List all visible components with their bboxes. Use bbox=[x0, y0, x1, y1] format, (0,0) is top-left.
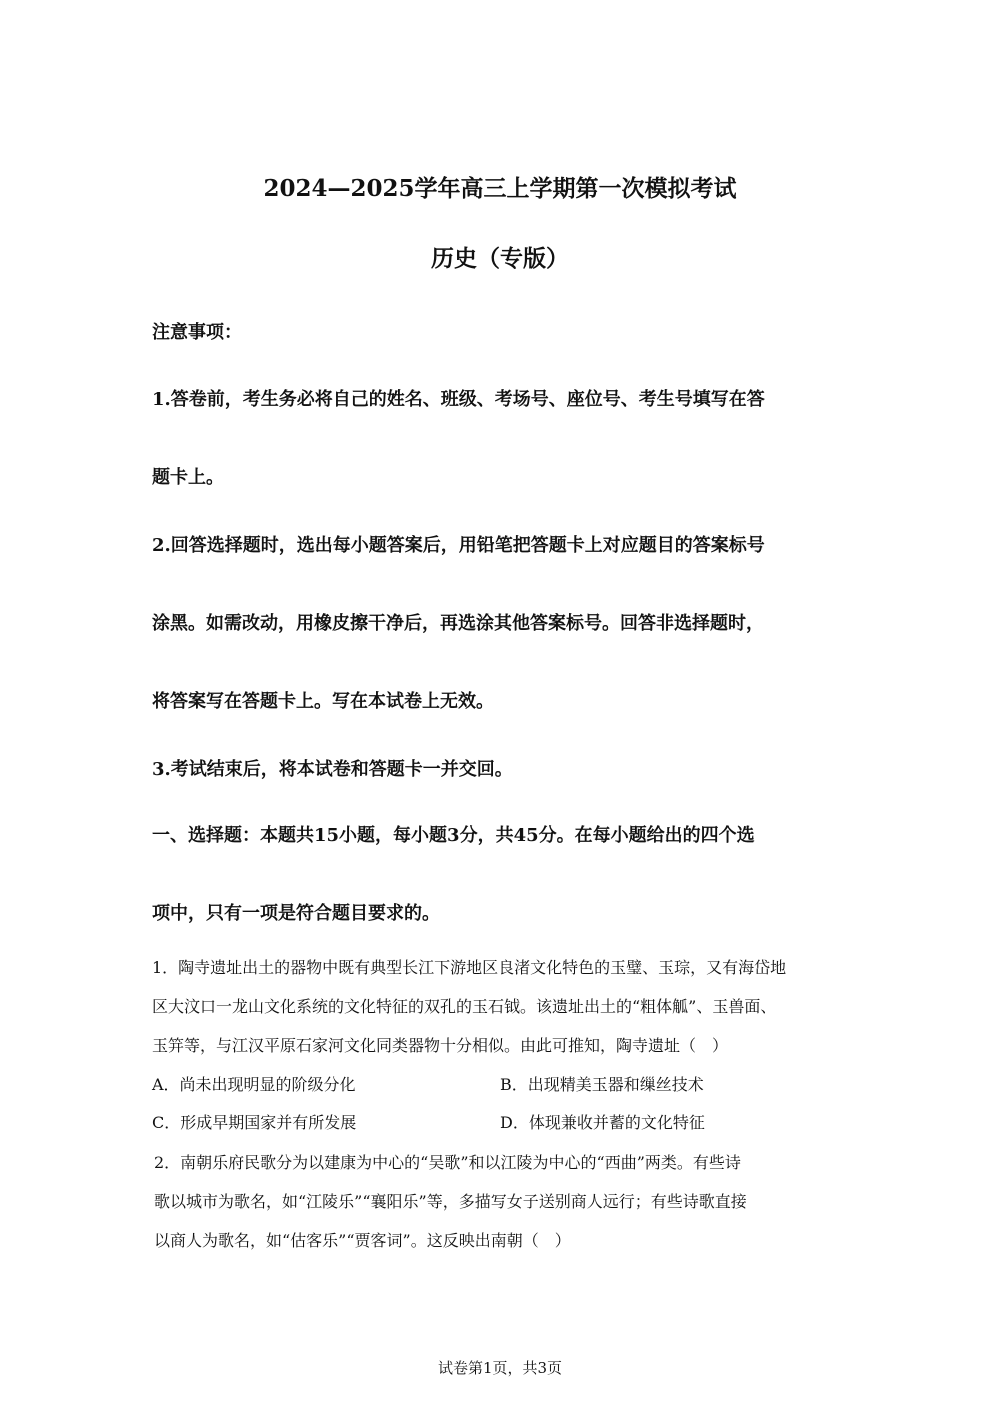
question-1-option-d: D．体现兼收并蓄的文化特征 bbox=[500, 1113, 705, 1132]
notice-line: 题卡上。 bbox=[152, 467, 224, 488]
question-2-stem: 歌以城市为歌名，如“江陵乐”“襄阳乐”等，多描写女子送别商人远行；有些诗歌直接 bbox=[154, 1192, 747, 1211]
question-2-stem: 2．南朝乐府民歌分为以建康为中心的“吴歌”和以江陵为中心的“西曲”两类。有些诗 bbox=[154, 1153, 741, 1172]
exam-subtitle: 历史（专版） bbox=[431, 245, 569, 272]
notice-line: 2.回答选择题时，选出每小题答案后，用铅笔把答题卡上对应题目的答案标号 bbox=[152, 535, 765, 556]
notice-line: 涂黑。如需改动，用橡皮擦干净后，再选涂其他答案标号。回答非选择题时， bbox=[152, 613, 764, 634]
question-2-stem: 以商人为歌名，如“估客乐”“贾客词”。这反映出南朝（ ） bbox=[154, 1231, 571, 1250]
notice-heading: 注意事项： bbox=[152, 322, 242, 343]
notice-line: 1.答卷前，考生务必将自己的姓名、班级、考场号、座位号、考生号填写在答 bbox=[152, 389, 765, 410]
question-1-option-c: C．形成早期国家并有所发展 bbox=[152, 1113, 357, 1132]
question-1-stem: 区大汶口一龙山文化系统的文化特征的双孔的玉石钺。该遗址出土的“粗体觚”、玉兽面、 bbox=[152, 997, 777, 1016]
notice-line: 将答案写在答题卡上。写在本试卷上无效。 bbox=[152, 691, 494, 712]
question-1-option-b: B．出现精美玉器和缫丝技术 bbox=[500, 1075, 704, 1094]
exam-title: 2024—2025学年高三上学期第一次模拟考试 bbox=[263, 175, 737, 202]
question-1-stem: 1．陶寺遗址出土的器物中既有典型长江下游地区良渚文化特色的玉璧、玉琮，又有海岱地 bbox=[152, 958, 787, 977]
section-heading: 一、选择题：本题共15小题，每小题3分，共45分。在每小题给出的四个选 bbox=[152, 825, 755, 846]
notice-line: 3.考试结束后，将本试卷和答题卡一并交回。 bbox=[152, 759, 513, 780]
section-heading: 项中，只有一项是符合题目要求的。 bbox=[152, 903, 440, 924]
question-1-stem: 玉笄等，与江汉平原石家河文化同类器物十分相似。由此可推知，陶寺遗址（ ） bbox=[152, 1036, 729, 1055]
page-footer: 试卷第1页，共3页 bbox=[437, 1359, 563, 1377]
question-1-option-a: A．尚未出现明显的阶级分化 bbox=[152, 1075, 356, 1094]
